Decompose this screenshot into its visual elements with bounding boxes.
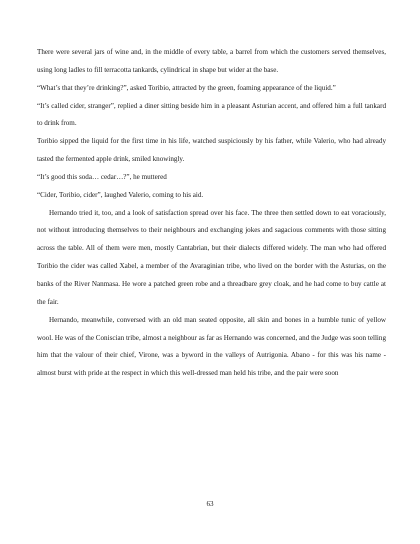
paragraph: Hernando tried it, too, and a look of satisfaction spread over his face. The three then settled down to eat voraciously, not without introducing themselves to their neighbours and exchanging jokes and sagacious comments with those sitting across the table. All of them were men, mostly Cantabrian, but their dialects differed widely. The man who had offered Toribio the cider was called Xabel, a member of the Avaraginian tribe, who lived on the border with the Asturias, on the banks of the River Nanmasa. He wore a patched green robe and a threadbare grey cloak, and he had come to buy cattle at the fair.: [37, 208, 386, 306]
paragraph: “It’s good this soda… cedar…?”, he muttered: [37, 172, 167, 181]
body-text: [37, 44, 386, 383]
page-number: 63: [206, 500, 214, 508]
paragraph: Hernando, meanwhile, conversed with an old man seated opposite, all skin and bones in a humble tunic of yellow wool. He was of the Coniscian tribe, almost a neighbour as far as Hernando was concerned, and the Judge was soon telling him that the valour of their chief, Virone, was a byword in the valleys of Autrigonia. Abano - for this was his name - almost burst with pride at the respect in which this well-dressed man held his tribe, and the pair were soon: [37, 315, 386, 378]
paragraph: “It’s called cider, stranger”, replied a diner sitting beside him in a pleasant Asturian accent, and offered him a full tankard to drink from.: [37, 101, 386, 128]
paragraph: “Cider, Toribio, cider”, laughed Valerio, coming to his aid.: [37, 190, 204, 199]
paragraph: “What’s that they’re drinking?”, asked Toribio, attracted by the green, foaming appearance of the liquid.”: [37, 83, 336, 92]
paragraph: There were several jars of wine and, in the middle of every table, a barrel from which the customers served themselves, using long ladles to fill terracotta tankards, cylindrical in shape but wider at the base.: [37, 48, 386, 74]
paragraph: Toribio sipped the liquid for the first time in his life, watched suspiciously by his father, while Valerio, who had already tasted the fermented apple drink, smiled knowingly.: [37, 137, 386, 164]
